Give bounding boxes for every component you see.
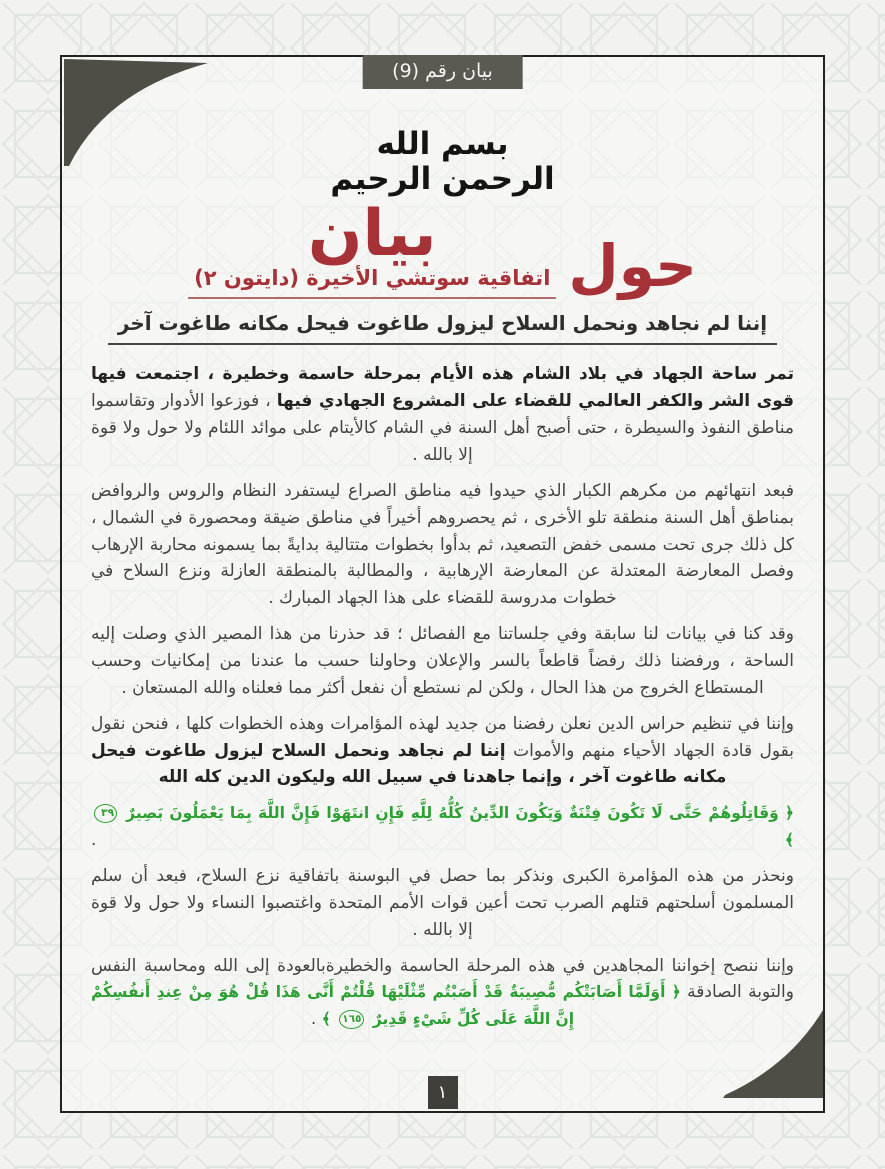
paragraph bbox=[91, 621, 794, 702]
paragraph bbox=[91, 478, 794, 612]
corner-ornament-bottom-right bbox=[723, 1008, 823, 1098]
page-frame bbox=[60, 55, 825, 1113]
quran-verse-text: ﴿ وَقَاتِلُوهُمْ حَتَّى لَا تَكُونَ فِتْنَةٌ وَيَكُونَ الدِّينُ كُلُّهُ لِلَّهِ فَإِنِ انتَهَوْا فَإِنَّ اللَّهَ بِمَا يَعْمَلُونَ بَصِيرٌ bbox=[120, 804, 794, 823]
paragraph-text: فبعد انتهائهم من مكرهم الكبار الذي حيدوا فيه مناطق الصراع ليستفرد النظام والروس والروافض بمناطق أهل السنة منطقة تلو الأخرى ، ثم يحصروهم أخيراً في مناطق ضيقة ومحصورة في الشمال ، كل ذلك جرى تحت مسمى خفض التصعيد، ثم بدأوا بخطوات متتالية بدايةً بما يسمونه محاربة الإرهاب وفصل المعارضة المعتدلة عن المعارضة الإرهابية ، والمطالبة بالمنطقة العازلة ونزع السلاح في خطوات مدروسة للقضاء على هذا الجهاد المبارك . bbox=[91, 480, 794, 609]
paragraph-text: . bbox=[91, 830, 785, 851]
paragraph-text: ونحذر من هذه المؤامرة الكبرى ونذكر بما حصل في البوسنة باتفاقية نزع السلاح، فبعد أن سلم المسلمون أسلحتهم قتلهم الصرب تحت أعين قوات الأمم المتحدة واغتصبوا النساء ولا حول ولا قوة إلا بالله . bbox=[91, 866, 794, 940]
statement-number-label: بيان رقم (9) bbox=[392, 60, 493, 82]
statement-number-banner bbox=[362, 55, 523, 89]
paragraph bbox=[91, 800, 794, 854]
title-subtitle: اتفاقية سوتشي الأخيرة (دايتون ٢) bbox=[188, 266, 556, 299]
quran-verse-text: ﴾ bbox=[321, 1010, 337, 1029]
paragraph bbox=[91, 361, 794, 468]
bismillah-calligraphy: بسم الله الرحمن الرحيم bbox=[330, 126, 555, 197]
quran-verse-text: ﴿ أَوَلَمَّا أَصَابَتْكُم مُّصِيبَةٌ قَدْ أَصَبْتُم مِّثْلَيْهَا قُلْتُمْ أَنَّى هَذَا قُلْ هُوَ مِنْ عِندِ أَنفُسِكُمْ إِنَّ اللَّهَ عَلَى كُلِّ شَيْءٍ قَدِيرٌ bbox=[91, 983, 681, 1029]
paragraph-text: إننا لم نجاهد ونحمل السلاح ليزول طاغوت فيحل مكانه طاغوت آخر ، وإنما جاهدنا في سبيل الله وليكون الدين كله الله bbox=[91, 740, 727, 788]
paragraph bbox=[91, 711, 794, 792]
tagline-text: إننا لم نجاهد ونحمل السلاح ليزول طاغوت فيحل مكانه طاغوت آخر bbox=[108, 311, 777, 345]
title-secondary: حول bbox=[568, 232, 697, 301]
page-title: بيان bbox=[307, 197, 437, 272]
quran-verse-text: ﴾ bbox=[784, 831, 794, 850]
page-number-badge bbox=[428, 1076, 458, 1109]
body-paragraphs bbox=[91, 361, 794, 1033]
ayah-number-badge: ٣٩ bbox=[94, 804, 117, 823]
paragraph bbox=[91, 953, 794, 1034]
title-block bbox=[188, 197, 697, 301]
corner-ornament-top-left bbox=[64, 59, 210, 167]
tagline-row bbox=[62, 311, 823, 345]
paragraph-text: وإننا ننصح إخواننا المجاهدين في هذه المرحلة الحاسمة والخطيرةبالعودة إلى الله ومحاسبة النفس والتوبة الصادقة bbox=[91, 955, 794, 1003]
paragraph bbox=[91, 863, 794, 944]
paragraph-text: ، فوزعوا الأدوار وتقاسموا مناطق النفوذ والسيطرة ، حتى أصبح أهل السنة في الشام كالأيتام على موائد اللئام ولا حول ولا قوة إلا بالله . bbox=[91, 391, 794, 466]
page-number: ١ bbox=[437, 1082, 448, 1103]
ayah-number-badge: ١٦٥ bbox=[339, 1010, 364, 1029]
paragraph-text: وقد كنا في بيانات لنا سابقة وفي جلساتنا مع الفصائل ؛ قد حذرنا من هذا المصير الذي وصلت إليه الساحة ، ورفضنا ذلك رفضاً قاطعاً بالسر والإعلان وحاولنا حسب ما عندنا من إمكانيات وحسب المستطاع الخروج من هذا الحال ، ولكن لم نستطع أن نفعل أكثر مما فعلناه والله المستعان . bbox=[91, 624, 794, 698]
paragraph-text: تمر ساحة الجهاد في بلاد الشام هذه الأيام بمرحلة حاسمة وخطيرة ، اجتمعت فيها قوى الشر والكفر العالمي للقضاء على المشروع الجهادي فيها bbox=[91, 364, 794, 412]
paragraph-text: وإننا في تنظيم حراس الدين نعلن رفضنا من جديد لهذه المؤامرات وهذه الخطوات كلها ، فنحن نقول بقول قادة الجهاد الأحياء منهم والأموات bbox=[91, 713, 794, 761]
paragraph-text: . bbox=[310, 1009, 322, 1030]
